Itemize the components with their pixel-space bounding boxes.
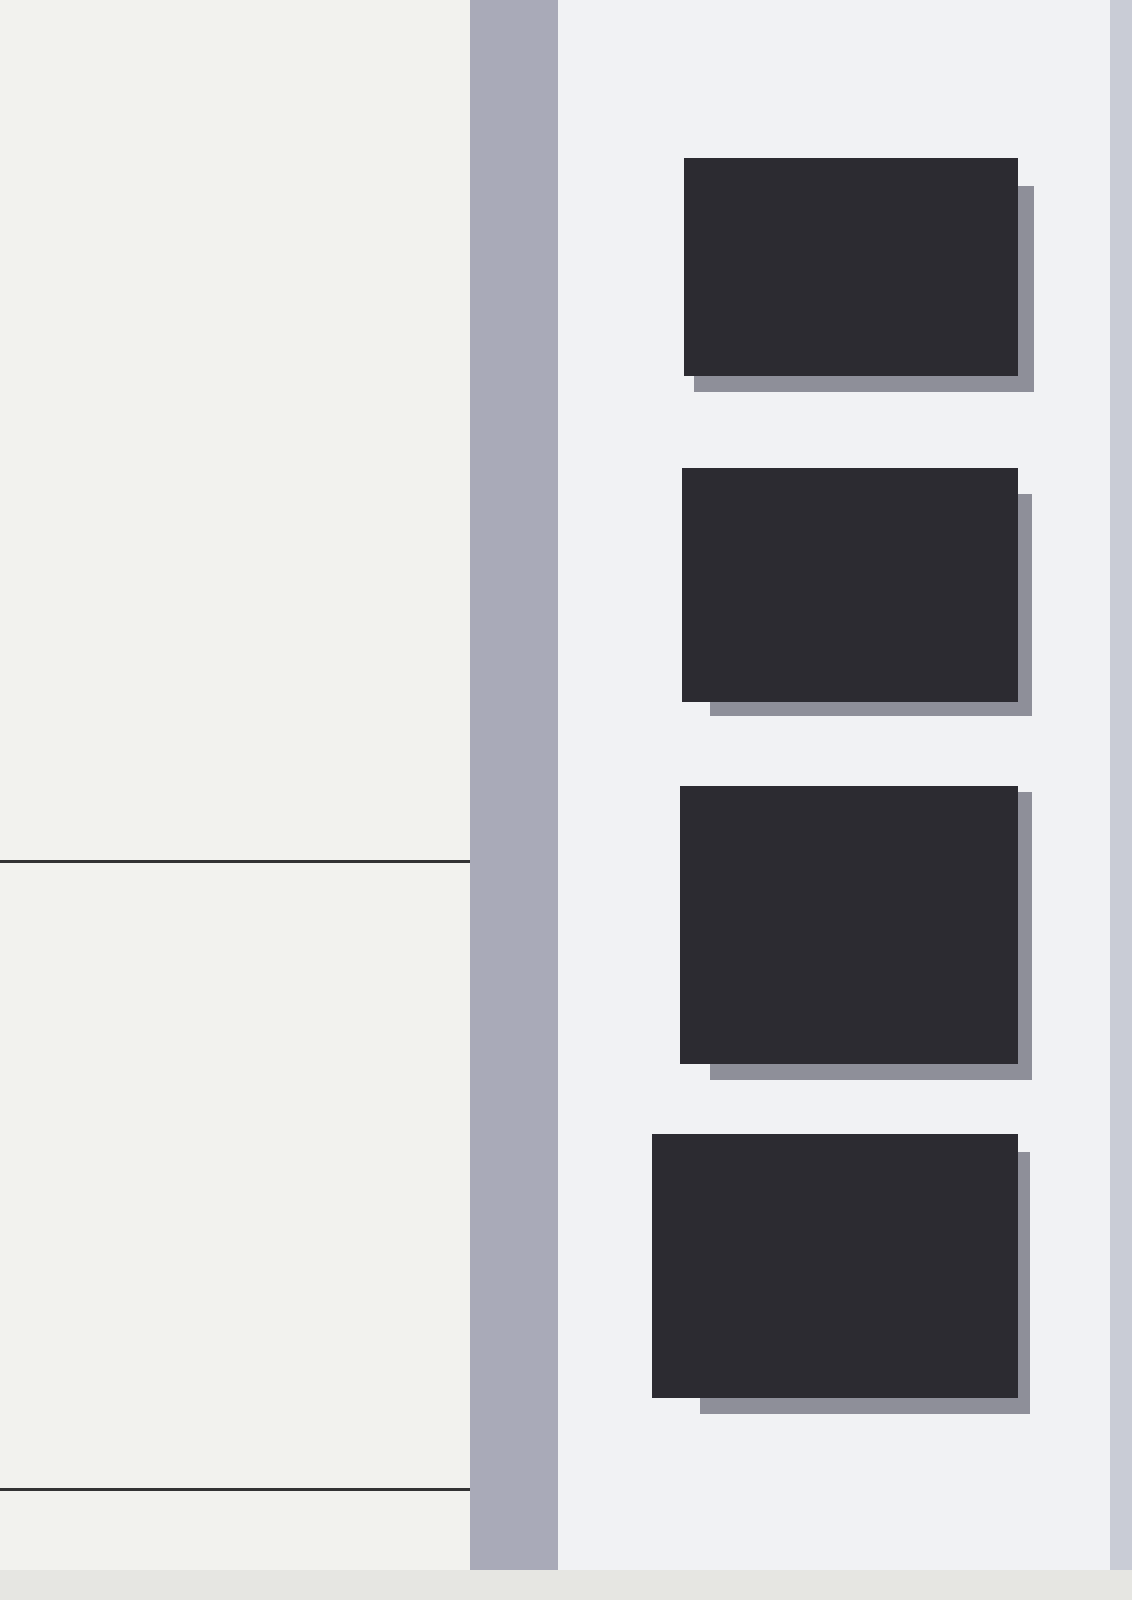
lace-photo-4-icon <box>652 1134 1018 1398</box>
photo-1 <box>684 158 1018 376</box>
bottom-divider <box>0 1488 470 1491</box>
lace-photo-3-icon <box>680 786 1018 1064</box>
photo-4 <box>652 1134 1018 1398</box>
lace-photo-1-icon <box>684 158 1018 376</box>
crochet-chart <box>0 895 470 1375</box>
page-edge <box>1110 0 1132 1600</box>
bottom-strip <box>0 1570 1132 1600</box>
legend-row-2 <box>10 1420 114 1437</box>
gray-band <box>470 0 558 1570</box>
chart-legend <box>10 1403 114 1437</box>
photo-3 <box>680 786 1018 1064</box>
lace-photo-2-icon <box>682 468 1018 702</box>
section-divider <box>0 860 470 863</box>
photo-2 <box>682 468 1018 702</box>
legend-row-1 <box>10 1403 114 1420</box>
